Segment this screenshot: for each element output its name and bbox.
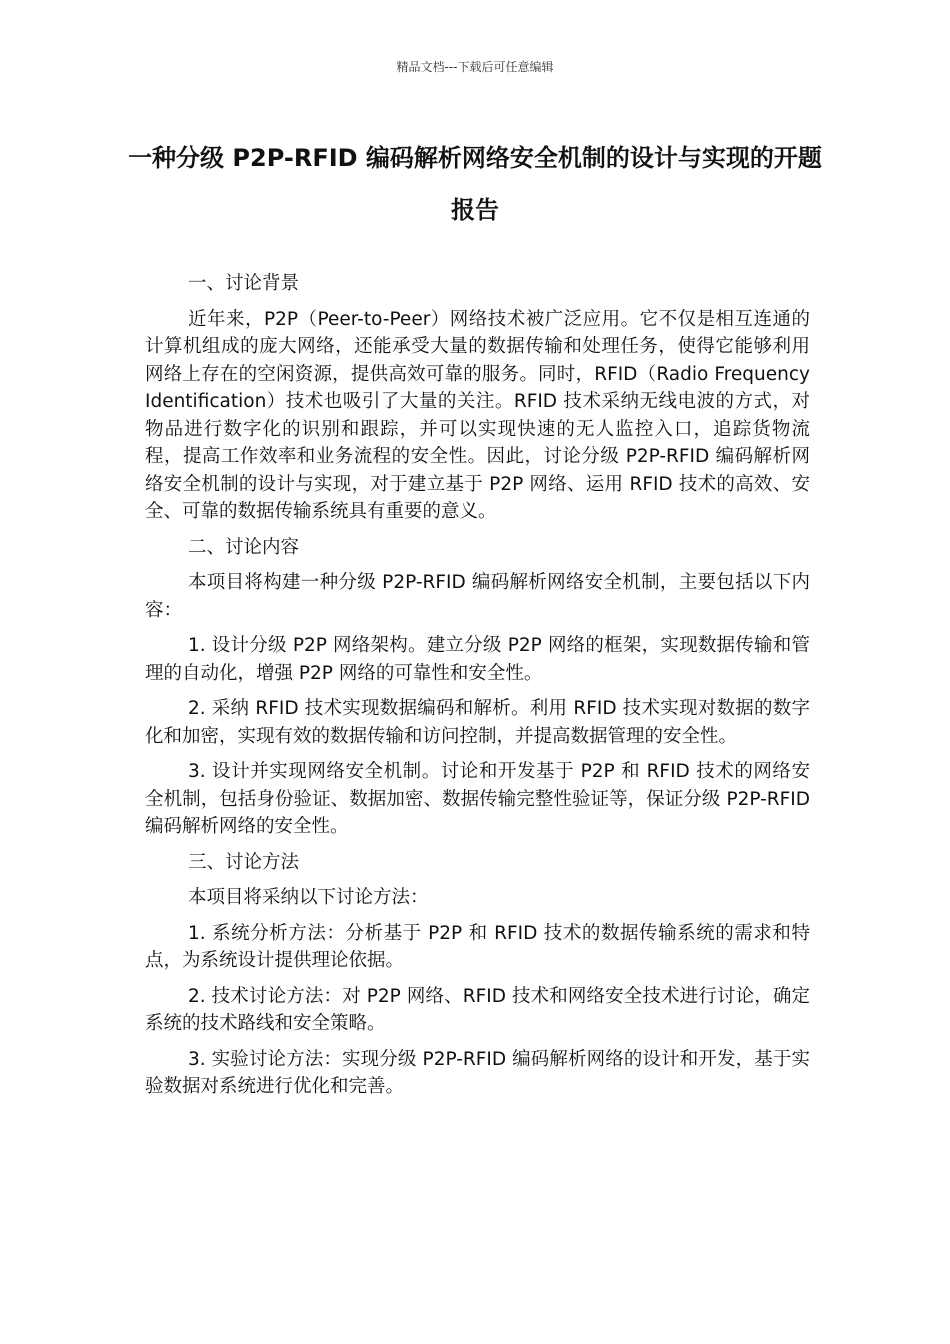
paragraph-method-intro: 本项目将采纳以下讨论方法： — [188, 887, 429, 908]
section-heading-background: 一、讨论背景 — [188, 273, 300, 294]
list-item-method-2: 2. 技术讨论方法：对 P2P 网络、RFID 技术和网络安全技术进行讨论，确定系统的技术路线和安全策略。 — [145, 985, 810, 1034]
list-item-content-2: 2. 采纳 RFID 技术实现数据编码和解析。利用 RFID 技术实现对数据的数字化和加密，实现有效的数据传输和访问控制，并提高数据管理的安全性。 — [145, 698, 810, 747]
paragraph-background: 近年来，P2P（Peer-to-Peer）网络技术被广泛应用。它不仅是相互连通的计算机组成的庞大网络，还能承受大量的数据传输和处理任务，使得它能够利用网络上存在的空闲资源，提供高效可靠的服务。同时，RFID（Radio Frequency Identification）技术也吸引了大量的关注。RFID 技术采纳无线电波的方式，对物品进行数字化的识别和跟踪，并可以实现快速的无人监控入口，追踪货物流程，提高工作效率和业务流程的安全性。因此，讨论分级 P2P-RFID 编码解析网络安全机制的设计与实现，对于建立基于 P2P 网络、运用 RFID 技术的高效、安全、可靠的数据传输系统具有重要的意义。 — [145, 308, 810, 522]
list-item-content-1: 1. 设计分级 P2P 网络架构。建立分级 P2P 网络的框架，实现数据传输和管理的自动化，增强 P2P 网络的可靠性和安全性。 — [145, 635, 810, 684]
list-item-method-1: 1. 系统分析方法：分析基于 P2P 和 RFID 技术的数据传输系统的需求和特点，为系统设计提供理论依据。 — [145, 922, 810, 971]
document-title: 一种分级 P2P-RFID 编码解析网络安全机制的设计与实现的开题报告 — [128, 144, 822, 224]
list-item-method-3: 3. 实验讨论方法：实现分级 P2P-RFID 编码解析网络的设计和开发，基于实验数据对系统进行优化和完善。 — [145, 1048, 810, 1097]
document-body — [145, 270, 810, 1109]
header-note: 精品文档---下载后可任意编辑 — [396, 60, 554, 74]
list-item-content-3: 3. 设计并实现网络安全机制。讨论和开发基于 P2P 和 RFID 技术的网络安全机制，包括身份验证、数据加密、数据传输完整性验证等，保证分级 P2P-RFID 编码解析网络的安全性。 — [145, 761, 810, 837]
section-heading-method: 三、讨论方法 — [188, 851, 300, 873]
paragraph-content-intro: 本项目将构建一种分级 P2P-RFID 编码解析网络安全机制，主要包括以下内容： — [145, 572, 810, 621]
section-heading-content: 二、讨论内容 — [188, 536, 300, 558]
